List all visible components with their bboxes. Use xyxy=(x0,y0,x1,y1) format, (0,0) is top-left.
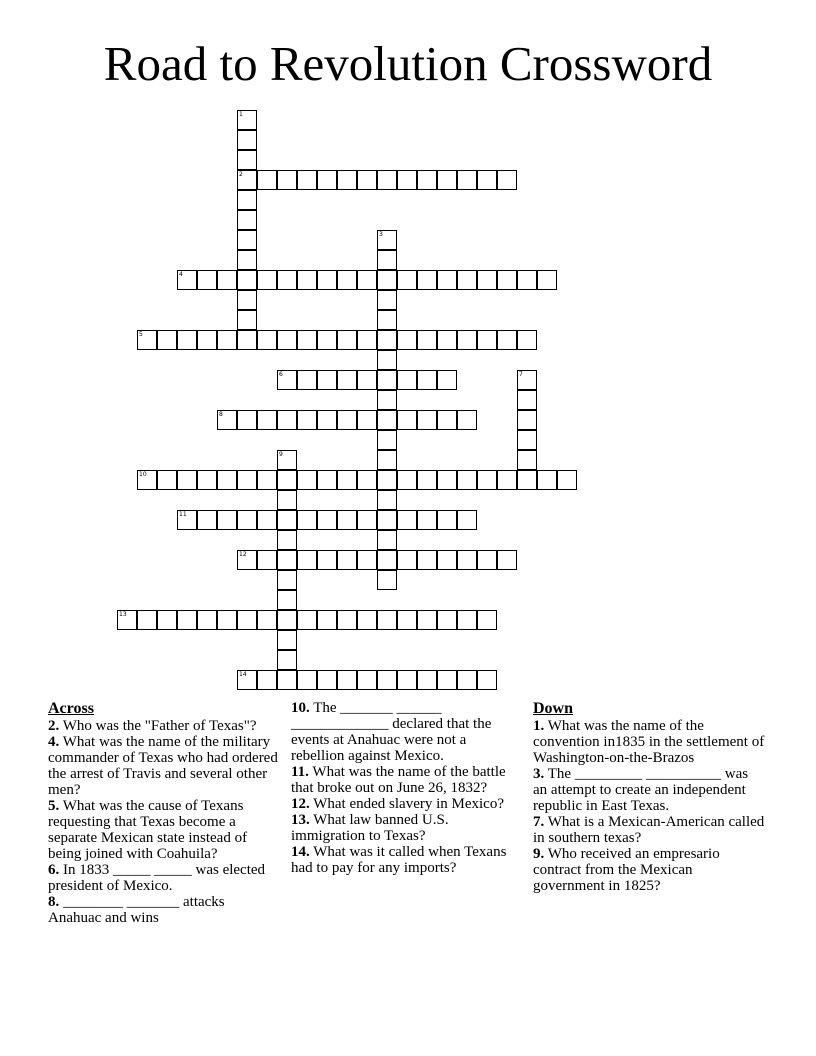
grid-cell[interactable] xyxy=(237,150,257,170)
grid-cell[interactable] xyxy=(417,410,437,430)
grid-cell[interactable] xyxy=(297,370,317,390)
grid-cell[interactable] xyxy=(317,410,337,430)
grid-cell[interactable] xyxy=(277,570,297,590)
clue-number: 1 xyxy=(239,111,243,118)
grid-cell[interactable] xyxy=(517,330,537,350)
grid-cell[interactable] xyxy=(317,550,337,570)
grid-cell[interactable] xyxy=(237,250,257,270)
grid-cell[interactable] xyxy=(417,470,437,490)
grid-cell[interactable] xyxy=(277,490,297,510)
grid-cell[interactable] xyxy=(417,370,437,390)
grid-cell[interactable] xyxy=(257,270,277,290)
clue-number: 9. xyxy=(533,846,545,862)
grid-cell[interactable] xyxy=(377,270,397,290)
across-clue xyxy=(291,812,523,844)
grid-cell[interactable] xyxy=(497,550,517,570)
grid-cell[interactable] xyxy=(237,190,257,210)
clue-number: 10. xyxy=(291,700,310,716)
clue-number: 14. xyxy=(291,844,310,860)
grid-cell[interactable] xyxy=(457,550,477,570)
grid-cell[interactable] xyxy=(197,610,217,630)
clue-number: 11. xyxy=(291,764,309,780)
grid-cell[interactable] xyxy=(157,330,177,350)
grid-cell[interactable] xyxy=(517,390,537,410)
grid-cell[interactable] xyxy=(437,270,457,290)
grid-cell[interactable] xyxy=(177,470,197,490)
grid-cell[interactable] xyxy=(237,130,257,150)
clue-number: 2. xyxy=(48,718,60,734)
grid-cell[interactable] xyxy=(297,410,317,430)
across-clues xyxy=(48,700,280,926)
grid-cell[interactable] xyxy=(397,670,417,690)
clue-number: 2 xyxy=(239,171,243,178)
grid-cell[interactable] xyxy=(457,670,477,690)
grid-cell[interactable] xyxy=(497,170,517,190)
clue-number: 7 xyxy=(519,371,523,378)
grid-cell[interactable] xyxy=(177,270,197,290)
clue-number: 12. xyxy=(291,796,310,812)
grid-cell[interactable] xyxy=(377,350,397,370)
grid-cell[interactable] xyxy=(437,470,457,490)
grid-cell[interactable] xyxy=(277,650,297,670)
grid-cell[interactable] xyxy=(457,610,477,630)
grid-cell[interactable] xyxy=(477,470,497,490)
across-clue xyxy=(48,862,280,894)
grid-cell[interactable] xyxy=(357,470,377,490)
grid-cell[interactable] xyxy=(417,670,437,690)
grid-cell[interactable] xyxy=(277,470,297,490)
grid-cell[interactable] xyxy=(537,470,557,490)
grid-cell[interactable] xyxy=(437,550,457,570)
grid-cell[interactable] xyxy=(177,510,197,530)
clue-number: 14 xyxy=(239,671,247,678)
grid-cell[interactable] xyxy=(157,470,177,490)
grid-cell[interactable] xyxy=(257,670,277,690)
grid-cell[interactable] xyxy=(237,230,257,250)
grid-cell[interactable] xyxy=(337,370,357,390)
grid-cell[interactable] xyxy=(357,550,377,570)
grid-cell[interactable] xyxy=(237,610,257,630)
grid-cell[interactable] xyxy=(237,210,257,230)
clue-text: In 1833 _____ _____ was elected president of Mexico. xyxy=(48,862,266,894)
grid-cell[interactable] xyxy=(197,270,217,290)
grid-cell[interactable] xyxy=(317,510,337,530)
grid-cell[interactable] xyxy=(317,270,337,290)
grid-cell[interactable] xyxy=(517,370,537,390)
clue-number: 4. xyxy=(48,734,60,750)
grid-cell[interactable] xyxy=(477,670,497,690)
grid-cell[interactable] xyxy=(357,370,377,390)
grid-cell[interactable] xyxy=(437,510,457,530)
grid-cell[interactable] xyxy=(517,450,537,470)
grid-cell[interactable] xyxy=(457,470,477,490)
clue-number: 3 xyxy=(379,231,383,238)
grid-cell[interactable] xyxy=(477,270,497,290)
down-clues xyxy=(533,700,765,894)
grid-cell[interactable] xyxy=(397,270,417,290)
across-clue xyxy=(291,700,523,764)
grid-cell[interactable] xyxy=(277,530,297,550)
grid-cell[interactable] xyxy=(337,550,357,570)
clue-number: 5 xyxy=(139,331,143,338)
across-clue xyxy=(48,718,280,734)
grid-cell[interactable] xyxy=(257,470,277,490)
clue-number: 4 xyxy=(179,271,183,278)
grid-cell[interactable] xyxy=(457,330,477,350)
clue-number: 6. xyxy=(48,862,60,878)
grid-cell[interactable] xyxy=(357,330,377,350)
grid-cell[interactable] xyxy=(397,370,417,390)
across-clue xyxy=(48,798,280,862)
clue-text: What was the name of the military commander of Texas who had ordered the arrest of Travis and several other men? xyxy=(48,734,278,798)
grid-cell[interactable] xyxy=(237,310,257,330)
grid-cell[interactable] xyxy=(257,610,277,630)
clue-text: What was the name of the battle that broke out on June 26, 1832? xyxy=(291,764,506,796)
grid-cell[interactable] xyxy=(237,110,257,130)
grid-cell[interactable] xyxy=(517,470,537,490)
across-heading: Across xyxy=(48,700,94,717)
down-clue xyxy=(533,718,765,766)
grid-cell[interactable] xyxy=(437,610,457,630)
clue-text: What was it called when Texans had to pay for any imports? xyxy=(291,844,507,876)
grid-cell[interactable] xyxy=(377,550,397,570)
grid-cell[interactable] xyxy=(437,670,457,690)
grid-cell[interactable] xyxy=(277,550,297,570)
clue-text: What is a Mexican-American called in southern texas? xyxy=(533,814,765,846)
clue-number: 7. xyxy=(533,814,545,830)
grid-cell[interactable] xyxy=(237,410,257,430)
grid-cell[interactable] xyxy=(377,610,397,630)
grid-cell[interactable] xyxy=(517,430,537,450)
grid-cell[interactable] xyxy=(117,610,137,630)
grid-cell[interactable] xyxy=(417,330,437,350)
grid-cell[interactable] xyxy=(177,610,197,630)
grid-cell[interactable] xyxy=(277,170,297,190)
grid-cell[interactable] xyxy=(377,670,397,690)
clue-number: 8. xyxy=(48,894,60,910)
grid-cell[interactable] xyxy=(477,550,497,570)
grid-cell[interactable] xyxy=(177,330,197,350)
grid-cell[interactable] xyxy=(157,610,177,630)
across-clue xyxy=(48,894,280,926)
grid-cell[interactable] xyxy=(517,410,537,430)
grid-cell[interactable] xyxy=(337,330,357,350)
grid-cell[interactable] xyxy=(437,330,457,350)
grid-cell[interactable] xyxy=(377,490,397,510)
grid-cell[interactable] xyxy=(297,510,317,530)
grid-cell[interactable] xyxy=(457,510,477,530)
clue-number: 9 xyxy=(279,451,283,458)
grid-cell[interactable] xyxy=(517,270,537,290)
clue-number: 8 xyxy=(219,411,223,418)
grid-cell[interactable] xyxy=(417,510,437,530)
grid-cell[interactable] xyxy=(237,670,257,690)
grid-cell[interactable] xyxy=(357,670,377,690)
across-clues-continued xyxy=(291,700,523,876)
grid-cell[interactable] xyxy=(357,510,377,530)
grid-cell[interactable] xyxy=(377,390,397,410)
grid-cell[interactable] xyxy=(317,330,337,350)
grid-cell[interactable] xyxy=(297,330,317,350)
grid-cell[interactable] xyxy=(397,170,417,190)
grid-cell[interactable] xyxy=(417,610,437,630)
clue-text: Who received an empresario contract from the Mexican government in 1825? xyxy=(533,846,720,894)
grid-cell[interactable] xyxy=(297,610,317,630)
grid-cell[interactable] xyxy=(317,470,337,490)
grid-cell[interactable] xyxy=(317,370,337,390)
clue-text: Who was the "Father of Texas"? xyxy=(59,718,257,734)
clue-text: What law banned U.S. immigration to Texas? xyxy=(291,812,449,844)
grid-cell[interactable] xyxy=(237,330,257,350)
grid-cell[interactable] xyxy=(217,510,237,530)
grid-cell[interactable] xyxy=(397,330,417,350)
across-clue xyxy=(48,734,280,798)
grid-cell[interactable] xyxy=(497,470,517,490)
grid-cell[interactable] xyxy=(217,270,237,290)
grid-cell[interactable] xyxy=(377,510,397,530)
down-heading: Down xyxy=(533,700,574,717)
down-clue xyxy=(533,846,765,894)
grid-cell[interactable] xyxy=(477,330,497,350)
grid-cell[interactable] xyxy=(377,170,397,190)
grid-cell[interactable] xyxy=(297,670,317,690)
grid-cell[interactable] xyxy=(277,410,297,430)
grid-cell[interactable] xyxy=(377,570,397,590)
clue-number: 13. xyxy=(291,812,310,828)
grid-cell[interactable] xyxy=(337,270,357,290)
clue-number: 10 xyxy=(139,471,147,478)
grid-cell[interactable] xyxy=(297,170,317,190)
grid-cell[interactable] xyxy=(377,290,397,310)
grid-cell[interactable] xyxy=(337,510,357,530)
grid-cell[interactable] xyxy=(417,550,437,570)
grid-cell[interactable] xyxy=(277,590,297,610)
grid-cell[interactable] xyxy=(297,270,317,290)
grid-cell[interactable] xyxy=(377,410,397,430)
grid-cell[interactable] xyxy=(397,610,417,630)
grid-cell[interactable] xyxy=(277,510,297,530)
grid-cell[interactable] xyxy=(257,330,277,350)
grid-cell[interactable] xyxy=(457,170,477,190)
clue-number: 11 xyxy=(179,511,187,518)
grid-cell[interactable] xyxy=(277,670,297,690)
grid-cell[interactable] xyxy=(217,610,237,630)
grid-cell[interactable] xyxy=(257,410,277,430)
grid-cell[interactable] xyxy=(457,270,477,290)
grid-cell[interactable] xyxy=(377,370,397,390)
grid-cell[interactable] xyxy=(277,370,297,390)
grid-cell[interactable] xyxy=(137,610,157,630)
clue-number: 13 xyxy=(119,611,127,618)
across-clue xyxy=(291,844,523,876)
grid-cell[interactable] xyxy=(317,170,337,190)
grid-cell[interactable] xyxy=(477,170,497,190)
grid-cell[interactable] xyxy=(337,670,357,690)
grid-cell[interactable] xyxy=(237,510,257,530)
grid-cell[interactable] xyxy=(217,330,237,350)
grid-cell[interactable] xyxy=(197,470,217,490)
down-clue xyxy=(533,814,765,846)
grid-cell[interactable] xyxy=(497,270,517,290)
grid-cell[interactable] xyxy=(337,170,357,190)
grid-cell[interactable] xyxy=(277,270,297,290)
grid-cell[interactable] xyxy=(277,450,297,470)
grid-cell[interactable] xyxy=(377,430,397,450)
grid-cell[interactable] xyxy=(417,170,437,190)
grid-cell[interactable] xyxy=(337,610,357,630)
clue-text: What ended slavery in Mexico? xyxy=(309,796,504,812)
grid-cell[interactable] xyxy=(377,530,397,550)
grid-cell[interactable] xyxy=(237,470,257,490)
grid-cell[interactable] xyxy=(557,470,577,490)
grid-cell[interactable] xyxy=(257,550,277,570)
clue-number: 3. xyxy=(533,766,545,782)
grid-cell[interactable] xyxy=(237,270,257,290)
grid-cell[interactable] xyxy=(337,410,357,430)
grid-cell[interactable] xyxy=(377,230,397,250)
grid-cell[interactable] xyxy=(297,470,317,490)
grid-cell[interactable] xyxy=(397,510,417,530)
across-clue xyxy=(291,764,523,796)
grid-cell[interactable] xyxy=(197,510,217,530)
clue-text: The _________ __________ was an attempt to create an independent republic in East Texas. xyxy=(533,766,749,814)
grid-cell[interactable] xyxy=(257,510,277,530)
grid-cell[interactable] xyxy=(257,170,277,190)
grid-cell[interactable] xyxy=(237,290,257,310)
grid-cell[interactable] xyxy=(397,550,417,570)
grid-cell[interactable] xyxy=(397,470,417,490)
grid-cell[interactable] xyxy=(437,370,457,390)
grid-cell[interactable] xyxy=(197,330,217,350)
down-clue xyxy=(533,766,765,814)
grid-cell[interactable] xyxy=(137,470,157,490)
clue-number: 5. xyxy=(48,798,60,814)
grid-cell[interactable] xyxy=(417,270,437,290)
grid-cell[interactable] xyxy=(237,550,257,570)
clue-text: ________ _______ attacks Anahuac and wins xyxy=(48,894,225,926)
grid-cell[interactable] xyxy=(317,670,337,690)
grid-cell[interactable] xyxy=(297,550,317,570)
grid-cell[interactable] xyxy=(137,330,157,350)
page-title: Road to Revolution Crossword xyxy=(103,36,713,91)
grid-cell[interactable] xyxy=(377,330,397,350)
grid-cell[interactable] xyxy=(357,610,377,630)
clue-number: 6 xyxy=(279,371,283,378)
grid-cell[interactable] xyxy=(477,610,497,630)
grid-cell[interactable] xyxy=(217,470,237,490)
grid-cell[interactable] xyxy=(497,330,517,350)
grid-cell[interactable] xyxy=(317,610,337,630)
grid-cell[interactable] xyxy=(377,250,397,270)
grid-cell[interactable] xyxy=(357,270,377,290)
grid-cell[interactable] xyxy=(437,410,457,430)
grid-cell[interactable] xyxy=(377,470,397,490)
clue-text: What was the cause of Texans requesting that Texas become a separate Mexican state instead of being joined with Coahuila? xyxy=(48,798,248,862)
grid-cell[interactable] xyxy=(437,170,457,190)
grid-cell[interactable] xyxy=(377,310,397,330)
grid-cell[interactable] xyxy=(337,470,357,490)
grid-cell[interactable] xyxy=(397,410,417,430)
grid-cell[interactable] xyxy=(277,330,297,350)
grid-cell[interactable] xyxy=(217,410,237,430)
grid-cell[interactable] xyxy=(277,610,297,630)
clue-number: 1. xyxy=(533,718,545,734)
grid-cell[interactable] xyxy=(357,170,377,190)
grid-cell[interactable] xyxy=(357,410,377,430)
clue-number: 12 xyxy=(239,551,247,558)
grid-cell[interactable] xyxy=(377,450,397,470)
across-clue xyxy=(291,796,523,812)
grid-cell[interactable] xyxy=(457,410,477,430)
clue-text: What was the name of the convention in1835 in the settlement of Washington-on-the-Brazos xyxy=(533,718,765,766)
grid-cell[interactable] xyxy=(237,170,257,190)
clue-text: The _______ ______ _____________ declared that the events at Anahuac were not a rebellion against Mexico. xyxy=(291,700,492,764)
grid-cell[interactable] xyxy=(277,630,297,650)
grid-cell[interactable] xyxy=(537,270,557,290)
